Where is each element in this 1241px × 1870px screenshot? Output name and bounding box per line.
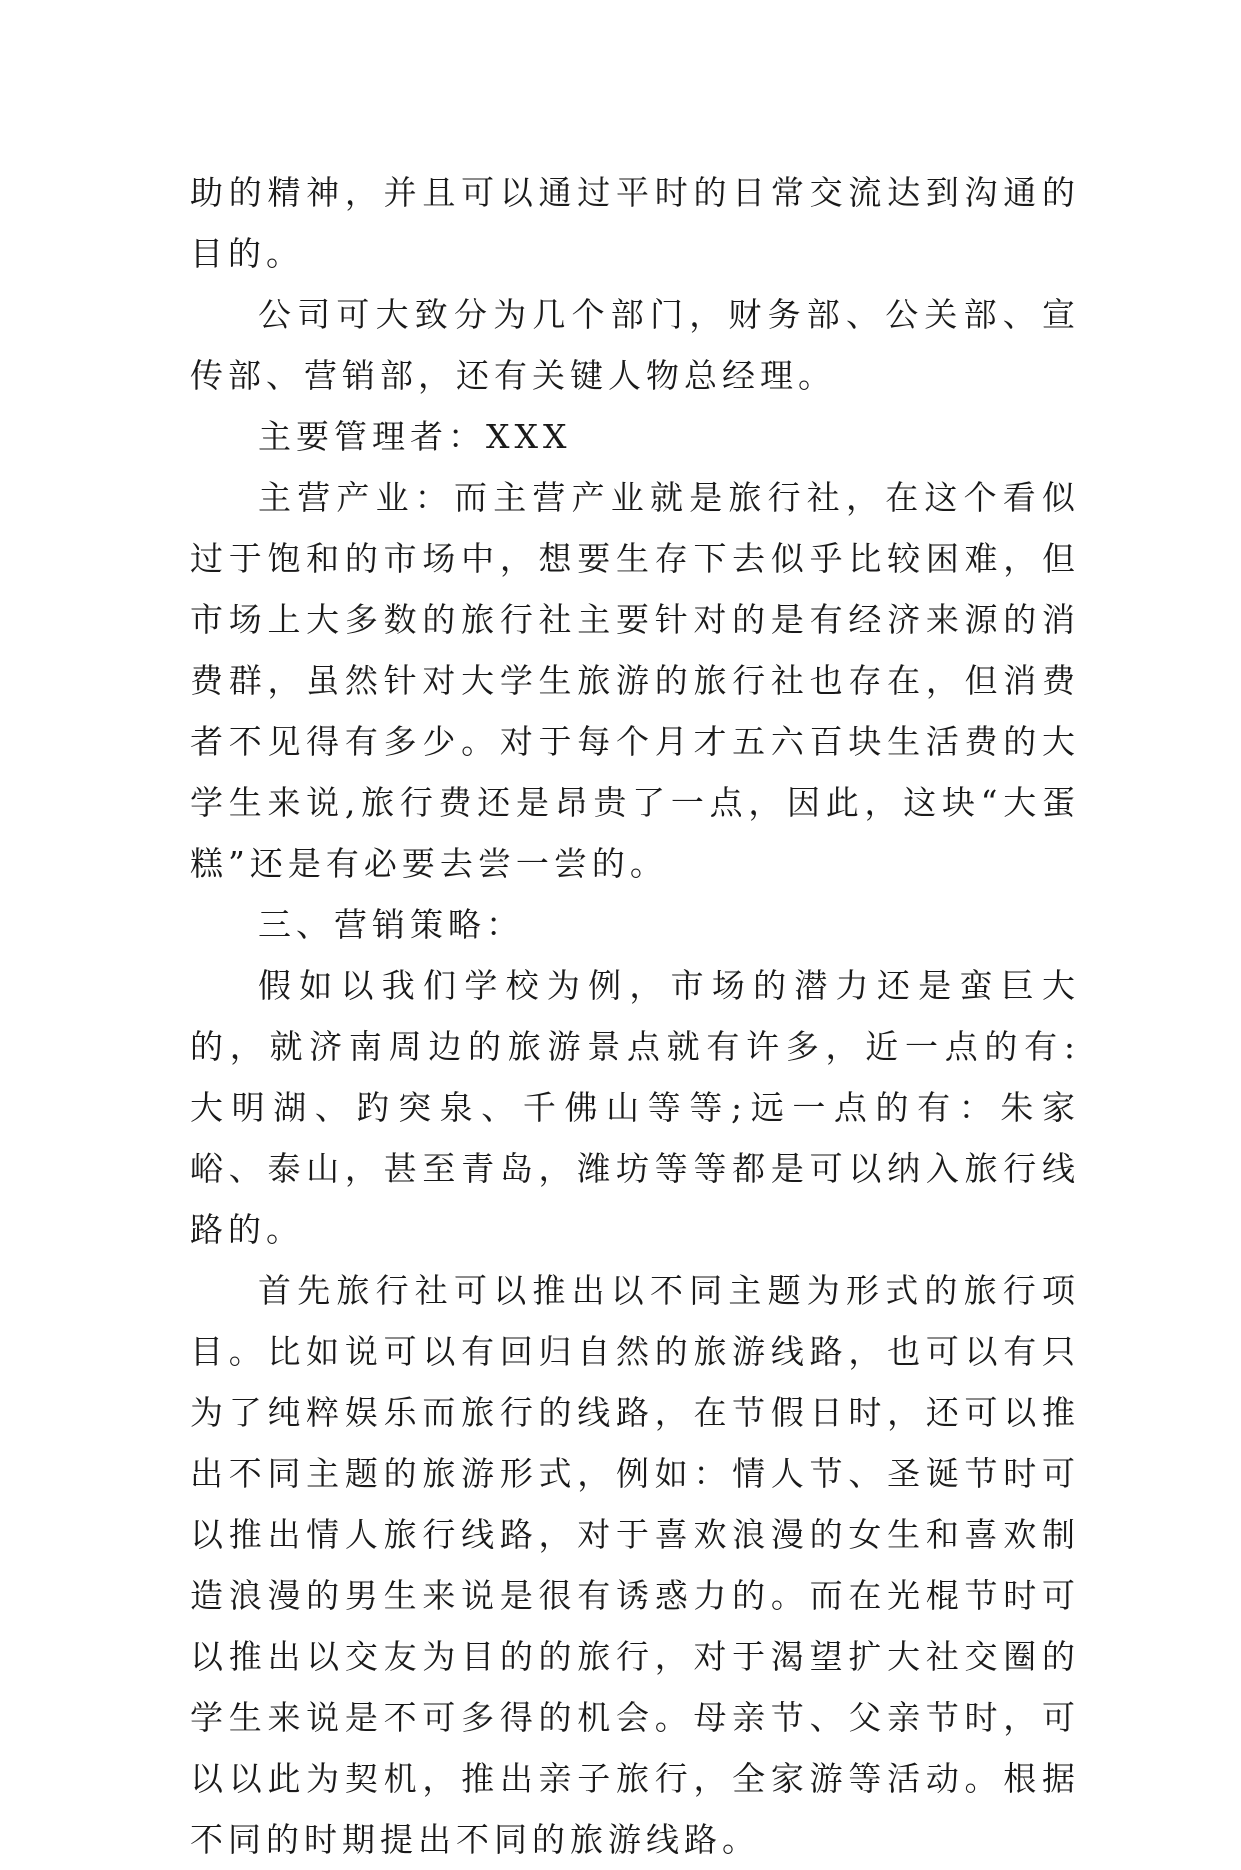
document-body xyxy=(190,162,1080,1870)
paragraph-market-potential: 假如以我们学校为例，市场的潜力还是蛮巨大的，就济南周边的旅游景点就有许多，近一点的有:大明湖、趵突泉、千佛山等等;远一点的有：朱家峪、泰山，甚至青岛，潍坊等等都是可以纳入旅行线路的。 xyxy=(190,966,1080,1249)
paragraph-departments: 公司可大致分为几个部门，财务部、公关部、宣传部、营销部，还有关键人物总经理。 xyxy=(190,295,1080,395)
paragraph-manager: 主要管理者：XXX xyxy=(258,417,572,456)
section-heading-marketing-strategy: 三、营销策略： xyxy=(258,905,524,944)
paragraph-main-industry: 主营产业：而主营产业就是旅行社，在这个看似过于饱和的市场中，想要生存下去似乎比较困难，但市场上大多数的旅行社主要针对的是有经济来源的消费群，虽然针对大学生旅游的旅行社也存在，但消费者不见得有多少。对于每个月才五六百块生活费的大学生来说,旅行费还是昂贵了一点，因此，这块“大蛋糕”还是有必要去尝一尝的。 xyxy=(190,478,1080,883)
paragraph-themed-tours: 首先旅行社可以推出以不同主题为形式的旅行项目。比如说可以有回归自然的旅游线路，也可以有只为了纯粹娱乐而旅行的线路，在节假日时，还可以推出不同主题的旅游形式，例如：情人节、圣诞节时可以推出情人旅行线路，对于喜欢浪漫的女生和喜欢制造浪漫的男生来说是很有诱惑力的。而在光棍节时可以推出以交友为目的的旅行，对于渴望扩大社交圈的学生来说是不可多得的机会。母亲节、父亲节时，可以以此为契机，推出亲子旅行，全家游等活动。根据不同的时期提出不同的旅游线路。 xyxy=(190,1271,1080,1859)
paragraph-continuation: 助的精神，并且可以通过平时的日常交流达到沟通的目的。 xyxy=(190,173,1080,273)
